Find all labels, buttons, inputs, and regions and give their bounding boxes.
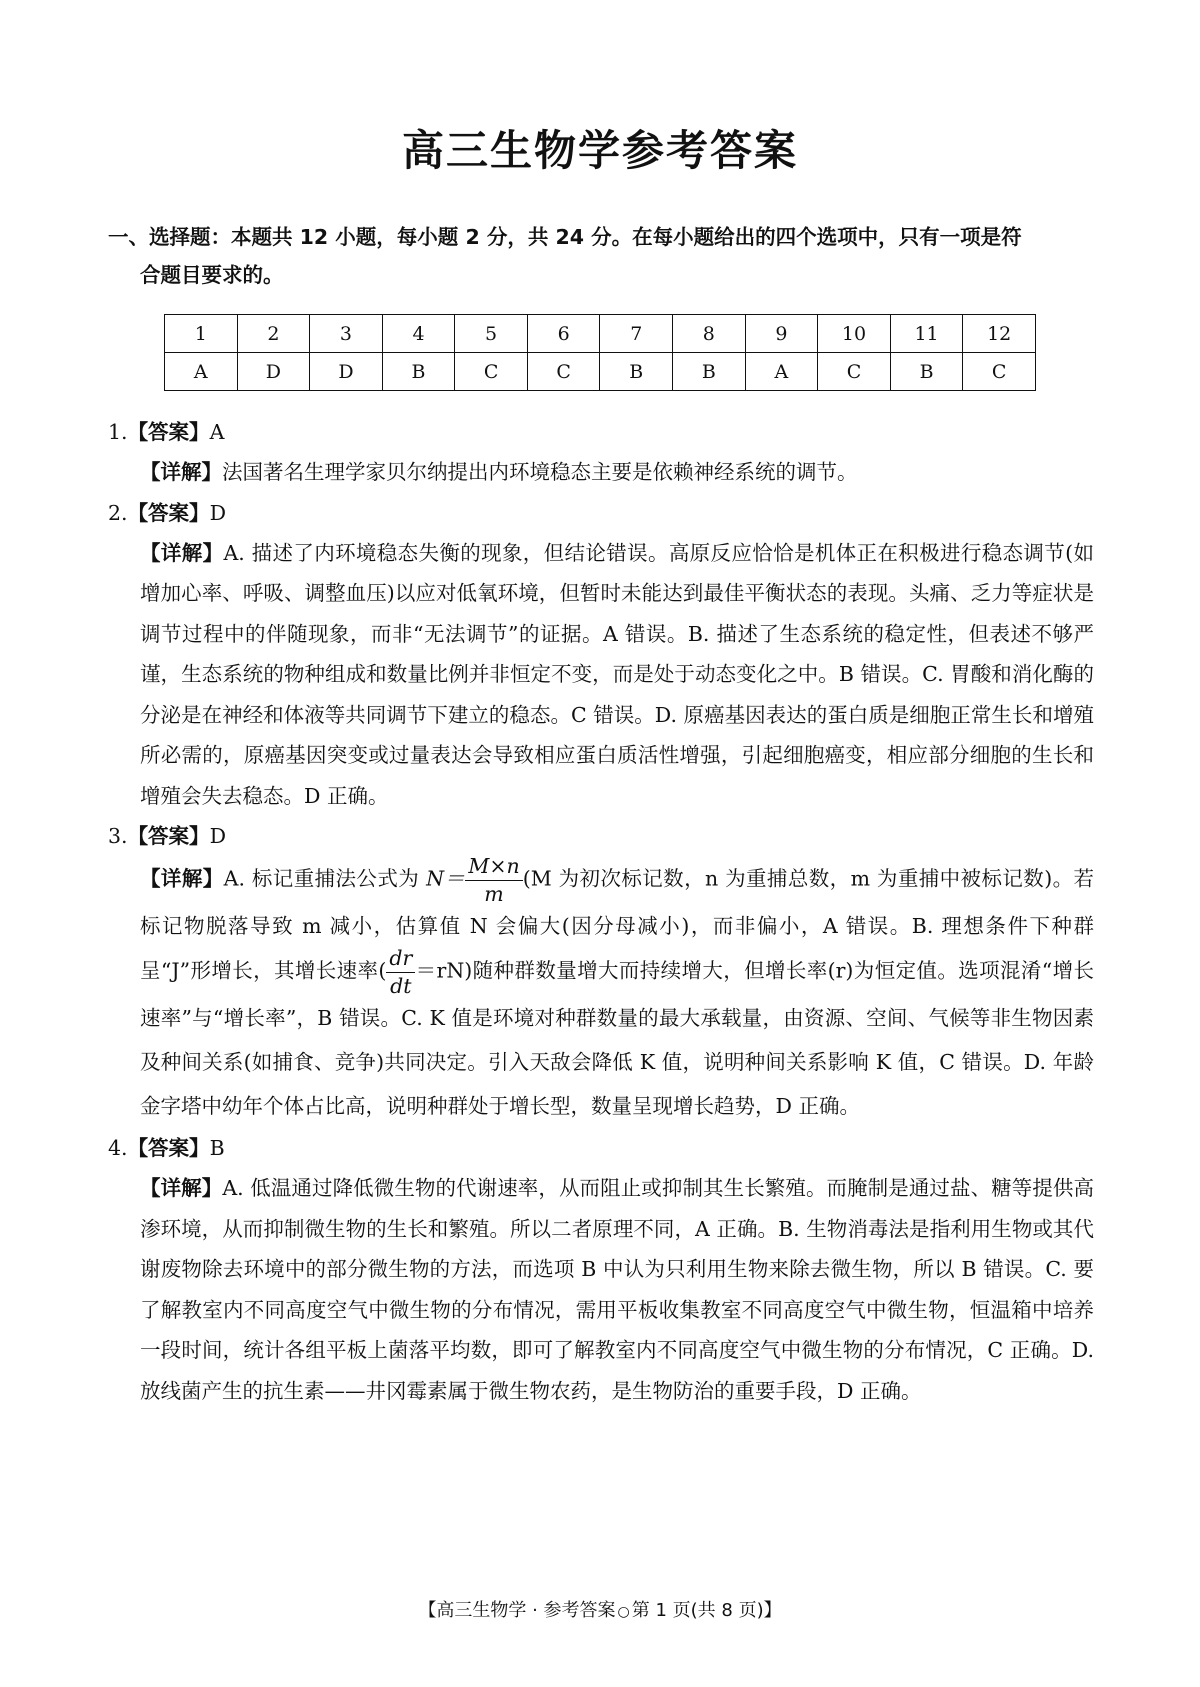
answer-table-number-cell: 4 <box>382 315 455 353</box>
section-heading-line1: 一、选择题：本题共 12 小题，每小题 2 分，共 24 分。在每小题给出的四个选项中，只有一项是符 <box>108 225 1022 249</box>
q3-fraction-denominator: m <box>484 881 504 906</box>
answer-table-answer-cell: B <box>673 353 746 391</box>
q3-number: 3. <box>108 824 128 848</box>
q1-answer-label: 【答案】 <box>127 420 210 444</box>
q4-answer: B <box>209 1136 225 1160</box>
answer-table-number-cell: 2 <box>237 315 310 353</box>
q4-detail-text: A. 低温通过降低微生物的代谢速率，从而阻止或抑制其生长繁殖。而腌制是通过盐、糖等提供高渗环境，从而抑制微生物的生长和繁殖。所以二者原理不同，A 正确。B. 生物消毒法是指利用生物或其代谢废物除去环境中的部分微生物的方法，而选项 B 中认为只利用生物来除去微生物，所以 B 错误。C. 要了解教室内不同高度空气中微生物的分布情况，需用平板收集教室不同高度空气中微生物，恒温箱中培养一段时间，统计各组平板上菌落平均数，即可了解教室内不同高度空气中微生物的分布情况，C 正确。D. 放线菌产生的抗生素——井冈霉素属于微生物农药，是生物防治的重要手段，D 正确。 <box>140 1176 1094 1403</box>
q1-answer-line <box>108 412 1094 452</box>
answer-table-number-cell: 10 <box>818 315 891 353</box>
q2-answer: D <box>209 500 226 525</box>
answer-table-answer-cell: B <box>600 353 673 391</box>
answer-table-answer-cell: C <box>527 353 600 391</box>
q1-number: 1. <box>108 420 128 444</box>
answer-table-answer-cell: D <box>310 353 383 391</box>
answer-table-number-cell: 7 <box>600 315 673 353</box>
q3-detail-text-a: A. 标记重捕法公式为 <box>223 866 427 891</box>
q3-rate-rhs: ＝rN <box>415 958 465 983</box>
q3-rate-denominator: dt <box>390 973 412 998</box>
answer-table-answers-row <box>165 353 1036 391</box>
q1-detail <box>108 452 1094 493</box>
q3-answer-label: 【答案】 <box>127 824 210 848</box>
answer-table-answer-cell: B <box>890 353 963 391</box>
q3-detail <box>108 856 1094 1128</box>
q4-detail <box>108 1168 1094 1411</box>
answer-table-number-cell: 12 <box>963 315 1036 353</box>
q3-rate-numerator: dr <box>386 948 415 973</box>
answer-table-answer-cell: C <box>963 353 1036 391</box>
footer-page-number: 第 1 页(共 8 页)】 <box>631 1600 782 1621</box>
answer-table-number-cell: 8 <box>673 315 746 353</box>
page-title: 高三生物学参考答案 <box>401 126 798 175</box>
q2-detail-text: A. 描述了内环境稳态失衡的现象，但结论错误。高原反应恰恰是机体正在积极进行稳态调节(如增加心率、呼吸、调整血压)以应对低氧环境，但暂时未能达到最佳平衡状态的表现。头痛、乏力等症状是调节过程中的伴随现象，而非“无法调节”的证据。A 错误。B. 描述了生态系统的稳定性，但表述不够严谨，生态系统的物种组成和数量比例并非恒定不变，而是处于动态变化之中。B 错误。C. 胃酸和消化酶的分泌是在神经和体液等共同调节下建立的稳态。C 错误。D. 原癌基因表达的蛋白质是细胞正常生长和增殖所必需的，原癌基因突变或过量表达会导致相应蛋白质活性增强，引起细胞癌变，相应部分细胞的生长和增殖会失去稳态。D 正确。 <box>140 540 1094 808</box>
q2-answer-line <box>108 493 1094 533</box>
q2-number: 2. <box>108 500 128 525</box>
answer-table <box>164 314 1036 391</box>
answer-table-number-cell: 6 <box>527 315 600 353</box>
q3-formula-lhs: N＝ <box>426 866 466 891</box>
q3-detail-label: 【详解】 <box>140 866 224 891</box>
q4-number: 4. <box>108 1136 128 1160</box>
q2-detail <box>108 533 1094 817</box>
answer-table-number-cell: 1 <box>165 315 238 353</box>
q4-answer-label: 【答案】 <box>127 1136 210 1160</box>
q3-answer: D <box>209 824 226 848</box>
answer-table-number-cell: 5 <box>455 315 528 353</box>
answer-table-answer-cell: C <box>455 353 528 391</box>
q3-mark-recapture-fraction <box>465 856 522 904</box>
footer-circle-mark: ○ <box>617 1604 630 1620</box>
answer-table-answer-cell: A <box>745 353 818 391</box>
answer-table-answer-cell: D <box>237 353 310 391</box>
answer-table-answer-cell: C <box>818 353 891 391</box>
q3-growth-rate-fraction <box>386 948 415 996</box>
section-heading <box>108 218 1098 294</box>
q3-fraction-numerator: M×n <box>465 856 522 881</box>
q2-detail-label: 【详解】 <box>140 540 224 565</box>
q1-detail-label: 【详解】 <box>140 460 222 484</box>
answer-explanations <box>108 412 1094 1411</box>
q4-detail-label: 【详解】 <box>140 1176 223 1200</box>
q4-answer-line <box>108 1128 1094 1168</box>
q3-answer-line <box>108 816 1094 856</box>
answer-table-answer-cell: A <box>165 353 238 391</box>
answer-table-number-cell: 9 <box>745 315 818 353</box>
page-footer <box>0 1596 1200 1622</box>
answer-table-number-cell: 11 <box>890 315 963 353</box>
q1-answer: A <box>209 420 225 444</box>
q1-detail-text: 法国著名生理学家贝尔纳提出内环境稳态主要是依赖神经系统的调节。 <box>222 460 858 484</box>
footer-left: 【高三生物学 · 参考答案 <box>418 1600 616 1621</box>
answer-table-answer-cell: B <box>382 353 455 391</box>
answer-table-numbers-row <box>165 315 1036 353</box>
q3-detail-text-c: )随种群数量增大而持续增大，但增长率(r)为恒定值。选项混淆“增长速率”与“增长率”，B 错误。C. K 值是环境对种群数量的最大承载量，由资源、空间、气候等非生物因素及种间关系(如捕食、竞争)共同决定。引入天敌会降低 K 值，说明种间关系影响 K 值，C 错误。D. 年龄金字塔中幼年个体占比高，说明种群处于增长型，数量呈现增长趋势，D 正确。 <box>140 958 1094 1118</box>
answer-table-number-cell: 3 <box>310 315 383 353</box>
q2-answer-label: 【答案】 <box>127 500 210 525</box>
q3-detail-text-b: (M 为初次标记数，n 为重捕总数，m 为重捕中被标记数)。若标记物脱落导致 m 减小，估算值 N 会偏大(因分母减小)，而非偏小，A 错误。B. 理想条件下种群呈“J”形增长，其增长速率( <box>140 866 1095 983</box>
section-heading-line2: 合题目要求的。 <box>140 263 284 287</box>
